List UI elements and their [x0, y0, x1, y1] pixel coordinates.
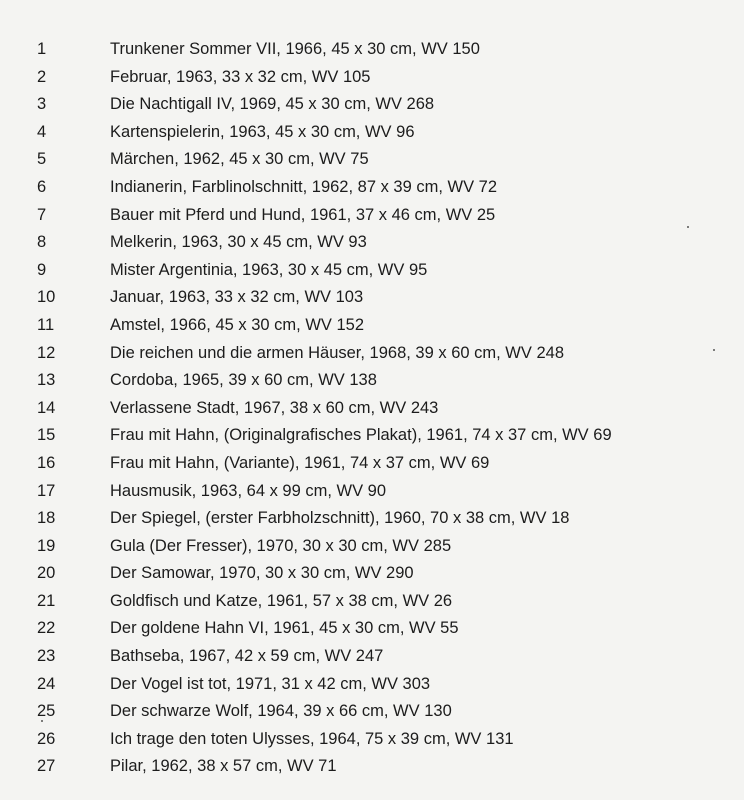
item-text: Der Samowar, 1970, 30 x 30 cm, WV 290 [110, 564, 414, 583]
item-number: 25 [37, 702, 56, 721]
item-text: Frau mit Hahn, (Originalgrafisches Plakat), 1961, 74 x 37 cm, WV 69 [110, 426, 612, 445]
item-number: 12 [37, 343, 56, 362]
list-item [0, 425, 744, 453]
item-number: 18 [37, 509, 56, 528]
item-number: 10 [37, 288, 56, 307]
list-item [0, 398, 744, 426]
item-text: Mister Argentinia, 1963, 30 x 45 cm, WV 95 [110, 260, 428, 279]
item-text: Die reichen und die armen Häuser, 1968, 39 x 60 cm, WV 248 [110, 343, 564, 362]
item-text: Amstel, 1966, 45 x 30 cm, WV 152 [110, 315, 365, 334]
item-text: Melkerin, 1963, 30 x 45 cm, WV 93 [110, 233, 367, 252]
item-number: 22 [37, 619, 56, 638]
list-item [0, 177, 744, 205]
list-item [0, 701, 744, 729]
item-number: 26 [37, 729, 56, 748]
list-item [0, 94, 744, 122]
item-number: 17 [37, 481, 56, 500]
item-text: Der Vogel ist tot, 1971, 31 x 42 cm, WV 303 [110, 674, 431, 693]
item-text: Goldfisch und Katze, 1961, 57 x 38 cm, WV 26 [110, 591, 453, 610]
list-item [0, 453, 744, 481]
list-item [0, 370, 744, 398]
item-number: 7 [37, 205, 47, 224]
item-text: Bathseba, 1967, 42 x 59 cm, WV 247 [110, 647, 384, 666]
item-number: 27 [37, 757, 56, 776]
item-text: Die Nachtigall IV, 1969, 45 x 30 cm, WV 268 [110, 95, 435, 114]
item-number: 21 [37, 591, 56, 610]
item-text: Der Spiegel, (erster Farbholzschnitt), 1960, 70 x 38 cm, WV 18 [110, 509, 570, 528]
list-item [0, 729, 744, 757]
item-number: 1 [37, 40, 47, 58]
list-item [0, 39, 744, 67]
item-number: 20 [37, 564, 56, 583]
item-number: 14 [37, 398, 56, 417]
item-number: 23 [37, 647, 56, 666]
item-number: 8 [37, 233, 47, 252]
scan-speck [41, 720, 43, 722]
item-text: Hausmusik, 1963, 64 x 99 cm, WV 90 [110, 481, 387, 500]
item-text: Frau mit Hahn, (Variante), 1961, 74 x 37 cm, WV 69 [110, 453, 490, 472]
item-number: 19 [37, 536, 56, 555]
item-text: Märchen, 1962, 45 x 30 cm, WV 75 [110, 150, 369, 169]
item-text: Gula (Der Fresser), 1970, 30 x 30 cm, WV 285 [110, 536, 452, 555]
item-text: Januar, 1963, 33 x 32 cm, WV 103 [110, 288, 364, 307]
item-text: Ich trage den toten Ulysses, 1964, 75 x 39 cm, WV 131 [110, 729, 514, 748]
item-number: 2 [37, 67, 47, 86]
item-text: Der goldene Hahn VI, 1961, 45 x 30 cm, WV 55 [110, 619, 459, 638]
list-item [0, 315, 744, 343]
artwork-list [0, 39, 744, 784]
item-text: Der schwarze Wolf, 1964, 39 x 66 cm, WV 130 [110, 702, 452, 721]
item-number: 15 [37, 426, 56, 445]
item-text: Kartenspielerin, 1963, 45 x 30 cm, WV 96 [110, 122, 415, 141]
item-number: 13 [37, 371, 56, 390]
item-text: Indianerin, Farblinolschnitt, 1962, 87 x 39 cm, WV 72 [110, 177, 498, 196]
list-item [0, 205, 744, 233]
item-number: 11 [37, 315, 55, 334]
list-item [0, 67, 744, 95]
list-item [0, 756, 744, 784]
list-item [0, 149, 744, 177]
item-text: Bauer mit Pferd und Hund, 1961, 37 x 46 cm, WV 25 [110, 205, 496, 224]
list-item [0, 232, 744, 260]
list-item [0, 481, 744, 509]
list-item [0, 618, 744, 646]
list-item [0, 646, 744, 674]
list-item [0, 674, 744, 702]
list-item [0, 122, 744, 150]
list-item [0, 591, 744, 619]
item-number: 16 [37, 453, 56, 472]
item-number: 24 [37, 674, 56, 693]
list-item [0, 508, 744, 536]
item-number: 3 [37, 95, 47, 114]
scan-speck [713, 349, 715, 351]
scan-speck [687, 226, 689, 228]
item-text: Februar, 1963, 33 x 32 cm, WV 105 [110, 67, 371, 86]
list-item [0, 536, 744, 564]
item-number: 5 [37, 150, 47, 169]
item-text: Trunkener Sommer VII, 1966, 45 x 30 cm, WV 150 [110, 40, 480, 58]
item-text: Verlassene Stadt, 1967, 38 x 60 cm, WV 243 [110, 398, 439, 417]
item-number: 9 [37, 260, 47, 279]
list-item [0, 343, 744, 371]
item-text: Pilar, 1962, 38 x 57 cm, WV 71 [110, 757, 337, 776]
list-item [0, 260, 744, 288]
item-number: 6 [37, 177, 47, 196]
list-item [0, 563, 744, 591]
item-number: 4 [37, 122, 47, 141]
item-text: Cordoba, 1965, 39 x 60 cm, WV 138 [110, 371, 377, 390]
list-item [0, 287, 744, 315]
